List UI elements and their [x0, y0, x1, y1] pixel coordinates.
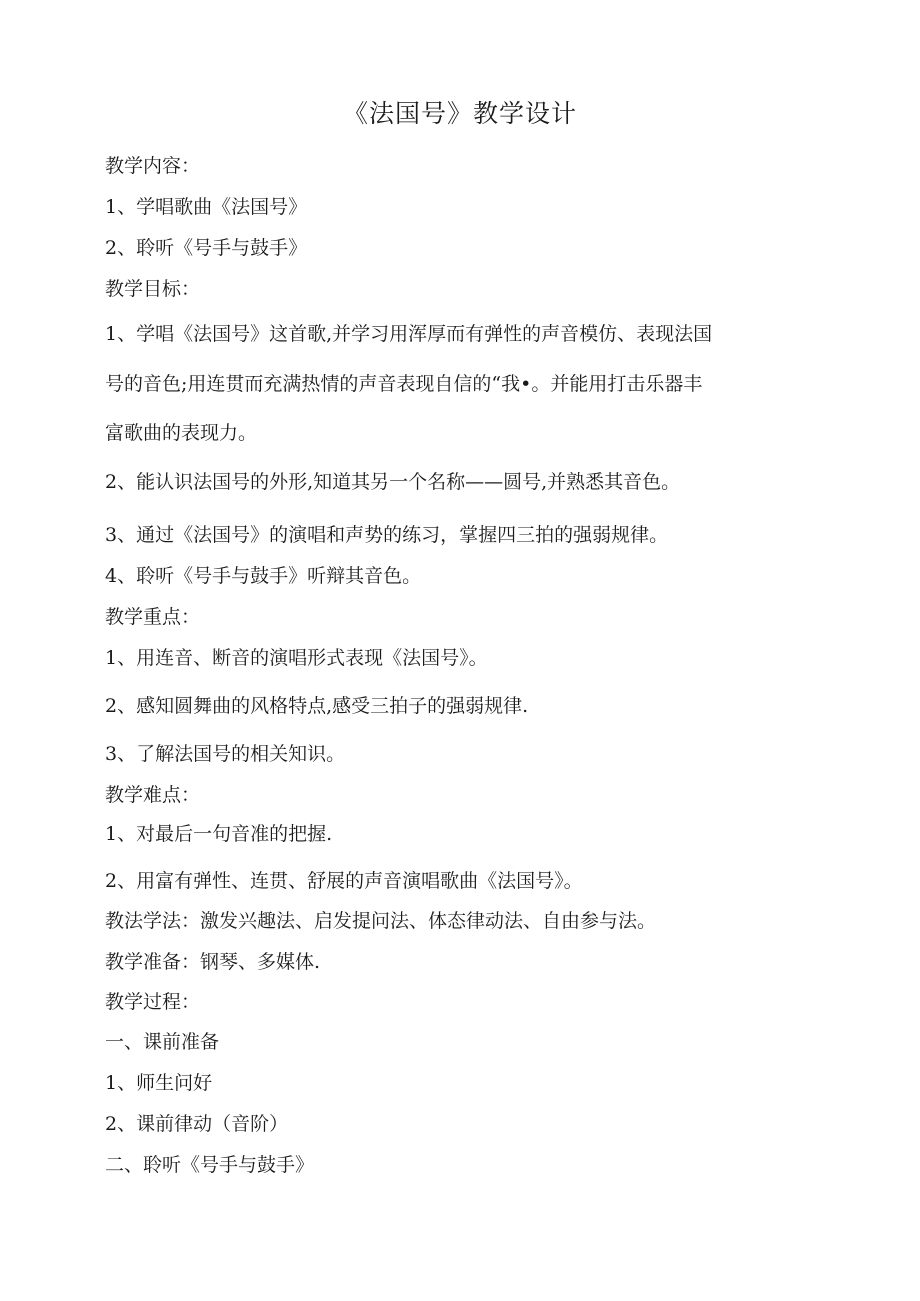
- section-heading-process: 教学过程：: [105, 991, 201, 1013]
- process-step-2: 二、聆听《号手与鼓手》: [105, 1154, 315, 1176]
- difficulty-1: 1、对最后一句音准的把握.: [105, 823, 333, 845]
- process-step-1-item-1: 1、师生问好: [105, 1072, 213, 1094]
- content-item-1: 1、学唱歌曲《法国号》: [105, 196, 308, 218]
- key-point-2: 2、感知圆舞曲的风格特点,感受三拍子的强弱规律.: [105, 695, 529, 717]
- section-heading-key-points: 教学重点：: [105, 606, 201, 628]
- teaching-methods: 教法学法：激发兴趣法、启发提问法、体态律动法、自由参与法。: [105, 910, 657, 932]
- teaching-preparation: 教学准备：钢琴、多媒体.: [105, 951, 321, 973]
- goal-3: 3、通过《法国号》的演唱和声势的练习，掌握四三拍的强弱规律。: [105, 524, 669, 546]
- difficulty-2: 2、用富有弹性、连贯、舒展的声音演唱歌曲《法国号》。: [105, 870, 583, 892]
- section-heading-difficulties: 教学难点：: [105, 784, 201, 806]
- goal-1-line-3: 富歌曲的表现力。: [105, 422, 258, 444]
- goal-4: 4、聆听《号手与鼓手》听辩其音色。: [105, 565, 422, 587]
- key-point-3: 3、了解法国号的相关知识。: [105, 743, 346, 765]
- process-step-1-item-2: 2、课前律动（音阶）: [105, 1113, 289, 1135]
- goal-1-line-1: 1、学唱《法国号》这首歌,并学习用浑厚而有弹性的声音模仿、表现法国: [105, 323, 713, 345]
- key-point-1: 1、用连音、断音的演唱形式表现《法国号》。: [105, 647, 488, 669]
- process-step-1: 一、课前准备: [105, 1031, 220, 1053]
- section-heading-content: 教学内容：: [105, 155, 201, 177]
- content-item-2: 2、聆听《号手与鼓手》: [105, 237, 308, 259]
- section-heading-goals: 教学目标：: [105, 278, 201, 300]
- document-title: 《法国号》教学设计: [342, 99, 577, 128]
- goal-1-line-2: 号的音色;用连贯而充满热情的声音表现自信的“我•。并能用打击乐器丰: [105, 373, 703, 395]
- goal-2: 2、能认识法国号的外形,知道其另一个名称——圆号,并熟悉其音色。: [105, 471, 681, 493]
